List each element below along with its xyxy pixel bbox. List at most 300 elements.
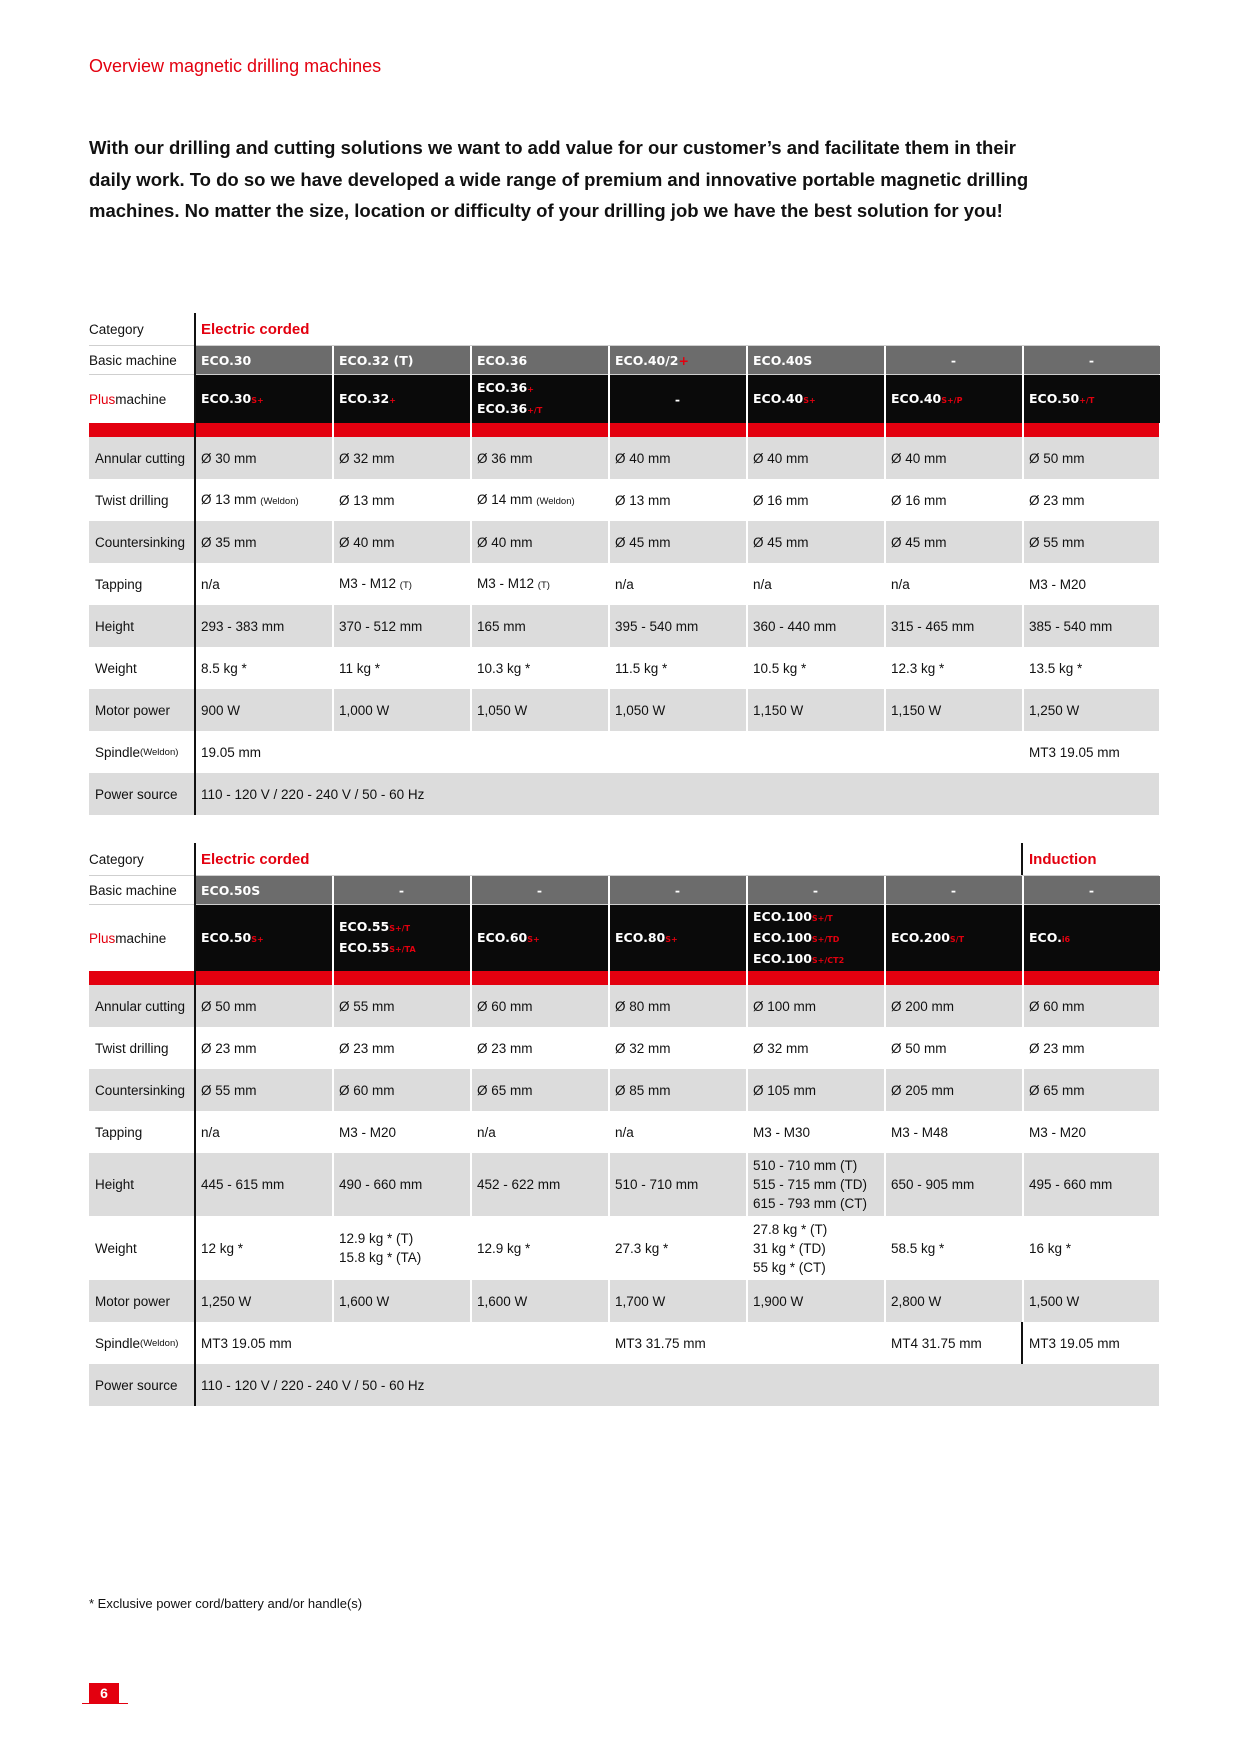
data-cell [195,689,332,731]
label-note: (Weldon) [140,1337,179,1349]
data-cell [195,479,332,521]
data-cell [885,1280,1022,1322]
data-cell [1023,605,1160,647]
cell-text: Ø 45 mm [615,534,671,550]
plus-machine-row [89,905,1159,971]
table-row [89,1216,1159,1280]
label-text: Power source [95,1377,178,1393]
table-row [89,647,1159,689]
cell-text: n/a [477,1124,496,1140]
data-cell [1023,479,1160,521]
table-row [89,1027,1159,1069]
table-row [89,1111,1159,1153]
data-cell [609,985,746,1027]
cell-text: 1,250 W [201,1293,252,1309]
row-label [89,773,178,815]
data-cell [885,1111,1022,1153]
label-text: Category [89,851,144,867]
cell-text: Ø 65 mm [477,1082,533,1098]
basic-model-cell [885,346,1022,374]
cell-text: - [536,882,543,898]
cell-text: 10.5 kg * [753,660,807,676]
cell-text: 1,500 W [1029,1293,1080,1309]
plus-model-cell [195,375,332,423]
cell-text: Ø 32 mm [753,1040,809,1056]
row-label [89,731,178,773]
cell-text: n/a [201,1124,220,1140]
column-divider [884,876,886,1364]
data-cell [333,1216,470,1280]
plus-model-base: - [674,391,681,407]
cell-text: 1,700 W [615,1293,666,1309]
page-number: 6 [82,1683,126,1703]
plus-model-cell [333,375,470,423]
basic-model-cell [333,346,470,374]
table-row [89,773,1159,815]
cell-text: M3 - M48 [891,1124,949,1140]
data-cell [609,1111,746,1153]
row-label [89,1364,178,1406]
cell-text: Ø 50 mm [201,998,257,1014]
data-cell [333,521,470,563]
data-cell [609,605,746,647]
data-cell [471,1069,608,1111]
data-cell [747,1027,884,1069]
plus-model-suffix: S+ [527,934,540,944]
data-cell [747,1069,884,1111]
cell-line: 15.8 kg * (TA) [339,1250,422,1265]
row-label [89,479,169,521]
row-label [89,1153,134,1216]
data-cell [195,1069,332,1111]
data-cell [747,1216,884,1280]
plus-model-base: ECO.32 [339,390,390,406]
data-cell [885,437,1022,479]
cell-note: (Weldon) [536,495,575,507]
plus-model-base: ECO.50 [1029,390,1080,406]
basic-model-cell [1023,876,1160,904]
cell-text: Ø 36 mm [477,450,533,466]
data-cell [1023,1216,1160,1280]
data-cell [609,563,746,605]
plus-model-cell [471,375,608,423]
plus-model-suffix: + [389,395,396,405]
data-cell [333,1111,470,1153]
data-cell [471,479,608,521]
cell-text: Ø 105 mm [753,1082,817,1098]
data-cell [747,437,884,479]
data-cell [195,521,332,563]
row-label [89,689,170,731]
basic-model-cell [333,876,470,904]
cell-text: 10.3 kg * [477,660,531,676]
data-cell [471,437,608,479]
data-cell [333,437,470,479]
cell-text: 12.3 kg * [891,660,945,676]
category-cell [195,313,608,345]
plus-model-cell [609,905,746,971]
cell-text: 1,150 W [753,702,804,718]
cell-text: Ø 23 mm [477,1040,533,1056]
plus-model-cell [1023,905,1160,971]
plus-model-base: ECO.60 [477,929,528,945]
cell-text: Ø 45 mm [753,534,809,550]
data-cell [471,1216,608,1280]
column-divider [470,876,472,1364]
data-cell [195,647,332,689]
cell-text: M3 - M20 [339,1124,397,1140]
data-cell [885,1216,1022,1280]
label-text: Category [89,321,144,337]
plus-model-suffix: S+ [665,934,678,944]
plus-model-cell [333,905,470,971]
cell-line: 31 kg * (TD) [753,1240,826,1256]
row-label [89,985,185,1027]
plus-model-line [753,389,884,410]
plus-model-suffix: +/T [1079,395,1095,405]
cell-text: ECO.36 [477,352,528,368]
plus-model-suffix: S+ [251,934,264,944]
plus-model-base: ECO.55 [339,919,390,934]
data-cell [195,437,332,479]
cell-text: M3 - M30 [753,1124,811,1140]
data-cell [333,1153,470,1216]
cell-text: 11 kg * [339,660,381,676]
cell-text: Ø 85 mm [615,1082,671,1098]
plus-model-base: ECO.100 [753,908,812,924]
plus-model-suffix: S+/T [389,924,411,933]
basic-model-cell [195,346,332,374]
data-cell [609,647,746,689]
plus-model-line [753,907,884,928]
cell-text: M3 - M12 (T) [339,575,412,591]
basic-machine-row [89,876,1159,904]
cell-text: M3 - M20 [1029,576,1087,592]
data-cell [747,689,884,731]
column-divider [470,346,472,736]
cell-text: Ø 55 mm [339,998,395,1014]
data-cell [747,521,884,563]
cell-text: MT3 31.75 mm [615,1335,706,1351]
label-text: Annular cutting [95,998,186,1014]
cell-text: 900 W [201,702,241,718]
table-row [89,1364,1159,1406]
basic-model-cell [747,346,884,374]
data-cell [333,1027,470,1069]
data-cell [195,1364,1160,1406]
data-cell [471,647,608,689]
data-cell [747,1111,884,1153]
cell-text: - [950,882,957,898]
plus-model-suffix: S+/T [811,913,833,923]
cell-text: 1,050 W [477,702,528,718]
data-cell [1023,1069,1160,1111]
spec-table-2 [89,843,1159,1480]
plus-machine-row [89,375,1159,423]
cell-text: 1,600 W [477,1293,528,1309]
category-row [89,313,1159,345]
data-cell [1023,1322,1160,1364]
row-label [89,905,166,971]
label-column-rule [194,843,196,1406]
row-label [89,437,185,479]
data-cell [1023,563,1160,605]
row-label [89,375,166,423]
cell-text: Ø 205 mm [891,1082,955,1098]
data-cell [1023,647,1160,689]
basic-suffix: + [678,352,689,368]
plus-model-line [477,378,608,399]
column-divider [608,876,610,1364]
table-row [89,1280,1159,1322]
table-row [89,731,1159,773]
basic-model-cell [471,876,608,904]
data-cell [609,1069,746,1111]
cell-text: 13.5 kg * [1029,660,1083,676]
plus-model-line [675,390,680,409]
cell-text: Electric corded [201,320,310,338]
table-row [89,521,1159,563]
cell-text: Ø 100 mm [753,998,817,1014]
plus-model-base: ECO.80 [615,929,666,945]
cell-text: Electric corded [201,850,310,868]
cell-line: 12.9 kg * [477,1240,531,1256]
cell-text: 19.05 mm [201,744,262,760]
cell-text: - [950,352,957,368]
plus-label-red: Plus [89,391,116,407]
cell-text: Ø 50 mm [891,1040,947,1056]
plus-model-cell [1023,375,1160,423]
plus-model-suffix: S+ [803,395,816,405]
data-cell [333,605,470,647]
basic-model-cell [609,876,746,904]
cell-text: 370 - 512 mm [339,618,423,634]
cell-line: 12.9 kg * (T) [339,1231,414,1246]
plus-model-cell [747,905,884,971]
row-label [89,1280,170,1322]
label-text: Weight [95,660,137,676]
cell-text: 1,250 W [1029,702,1080,718]
data-cell [333,479,470,521]
plus-model-suffix: S+/P [941,395,963,405]
data-cell [471,521,608,563]
data-cell [609,1153,746,1216]
plus-model-cell [471,905,608,971]
cell-text: - [674,882,681,898]
plus-model-line [477,928,608,949]
plus-model-base: ECO.40 [891,390,942,406]
cell-text: - [1088,882,1095,898]
data-cell [333,689,470,731]
data-cell [747,479,884,521]
cell-line: 55 kg * (CT) [753,1259,826,1275]
data-cell [885,1069,1022,1111]
cell-text: n/a [615,576,634,592]
label-text: Twist drilling [95,1040,169,1056]
cell-text: 11.5 kg * [615,660,668,676]
data-cell [885,985,1022,1027]
data-cell [333,563,470,605]
cell-line: 510 - 710 mm [615,1177,699,1192]
cell-text: n/a [753,576,772,592]
row-label [89,1027,169,1069]
induction-column-rule [1021,1322,1023,1364]
cell-text: Ø 23 mm [201,1040,257,1056]
red-divider-bar [89,423,1159,437]
basic-model-cell [1023,346,1160,374]
red-divider-bar [89,971,1159,985]
row-label [89,346,177,374]
plus-model-cell [195,905,332,971]
data-cell [885,689,1022,731]
data-cell [195,985,332,1027]
cell-text: 110 - 120 V / 220 - 240 V / 50 - 60 Hz [201,1377,425,1393]
data-cell [195,1216,332,1280]
label-text: Countersinking [95,1082,186,1098]
plus-model-base: ECO.36 [477,401,528,416]
category-cell-induction [1023,843,1160,875]
cell-text: Ø 40 mm [891,450,947,466]
plus-model-suffix: i6 [1061,934,1071,944]
cell-text: Ø 13 mm [339,492,395,508]
cell-text: 8.5 kg * [201,660,247,676]
cell-text: M3 - M12 (T) [477,575,550,591]
row-label [89,876,177,904]
cell-line: 615 - 793 mm (CT) [753,1196,868,1211]
basic-model-cell [195,876,332,904]
plus-model-base: ECO.40 [753,390,804,406]
plus-model-base: ECO.50 [201,929,252,945]
plus-model-base: ECO. [1029,929,1062,945]
label-text: Basic machine [89,882,177,898]
cell-text: - [812,882,819,898]
cell-text: ECO.30 [201,352,252,368]
plus-model-line [891,928,1022,949]
label-text: Basic machine [89,352,177,368]
cell-line: 510 - 710 mm (T) [753,1158,858,1173]
data-cell [333,1280,470,1322]
label-column-rule [194,313,196,815]
cell-text: ECO.50S [201,882,261,898]
column-divider [332,876,334,1364]
cell-line: 452 - 622 mm [477,1177,561,1192]
table-row [89,437,1159,479]
plus-model-line [201,928,332,949]
row-label [89,563,142,605]
cell-text: Ø 16 mm [753,492,809,508]
column-divider [884,346,886,736]
cell-line: 515 - 715 mm (TD) [753,1177,868,1192]
cell-text: n/a [615,1124,634,1140]
plus-model-cell [885,375,1022,423]
cell-text: Ø 60 mm [1029,998,1085,1014]
label-text: Tapping [95,576,143,592]
column-divider [746,876,748,1364]
row-label [89,1111,142,1153]
data-cell [333,985,470,1027]
basic-model-cell [747,876,884,904]
row-label [89,1322,178,1364]
plus-model-line [753,928,884,949]
data-cell [747,647,884,689]
data-cell [885,1322,1022,1364]
plus-model-cell [747,375,884,423]
basic-model-cell [609,346,746,374]
plus-model-line [201,389,332,410]
data-cell [609,1027,746,1069]
data-cell [471,689,608,731]
label-text: Motor power [95,702,171,718]
data-cell [747,985,884,1027]
cell-text: MT3 19.05 mm [201,1335,292,1351]
data-cell [609,1216,746,1280]
data-cell [1023,731,1160,773]
cell-text: 395 - 540 mm [615,618,699,634]
label-text: Tapping [95,1124,143,1140]
cell-text: Ø 23 mm [339,1040,395,1056]
cell-line: 12 kg * [201,1240,244,1256]
cell-text: Ø 32 mm [339,450,395,466]
cell-text: Ø 50 mm [1029,450,1085,466]
data-cell [747,605,884,647]
data-cell [333,647,470,689]
data-cell [471,1111,608,1153]
cell-text: 1,900 W [753,1293,804,1309]
label-text: Countersinking [95,534,186,550]
cell-text: 1,000 W [339,702,390,718]
label-text: Height [95,618,135,634]
data-cell [885,479,1022,521]
table-row [89,563,1159,605]
data-cell [1023,1111,1160,1153]
plus-label-rest: machine [115,930,167,946]
plus-model-line [339,938,470,959]
label-text: Motor power [95,1293,171,1309]
category-cell [195,843,608,875]
plus-model-base: ECO.100 [753,950,812,966]
column-divider [1022,346,1024,736]
label-text: Annular cutting [95,450,186,466]
cell-text: Ø 55 mm [1029,534,1085,550]
plus-model-suffix: +/T [527,406,543,415]
cell-text: n/a [891,576,910,592]
row-label [89,843,144,875]
plus-model-line [615,928,746,949]
cell-line: 58.5 kg * [891,1240,945,1256]
cell-text: Ø 65 mm [1029,1082,1085,1098]
intro-paragraph: With our drilling and cutting solutions we want to add value for our customer’s and facilitate them in their daily work. To do so we have developed a wide range of premium and innovative portable magnetic drilling machines. No matter the size, location or difficulty of your drilling job we have the best solution for you! [89,137,1029,221]
data-cell [747,1153,884,1216]
data-cell [885,647,1022,689]
plus-model-suffix: S+ [251,395,264,405]
table-row [89,479,1159,521]
data-cell [195,731,1022,773]
cell-text: ECO.32 (T) [339,352,414,368]
cell-text: 165 mm [477,618,526,634]
label-text: Power source [95,786,178,802]
cell-text: Ø 14 mm (Weldon) [477,491,575,507]
row-label [89,521,185,563]
data-cell [1023,521,1160,563]
data-cell [471,1153,608,1216]
cell-text: Ø 40 mm [477,534,533,550]
data-cell [195,1111,332,1153]
cell-text: Induction [1029,850,1097,868]
basic-model-cell [885,876,1022,904]
plus-model-cell [885,905,1022,971]
cell-text: Ø 23 mm [1029,1040,1085,1056]
row-label [89,1069,185,1111]
